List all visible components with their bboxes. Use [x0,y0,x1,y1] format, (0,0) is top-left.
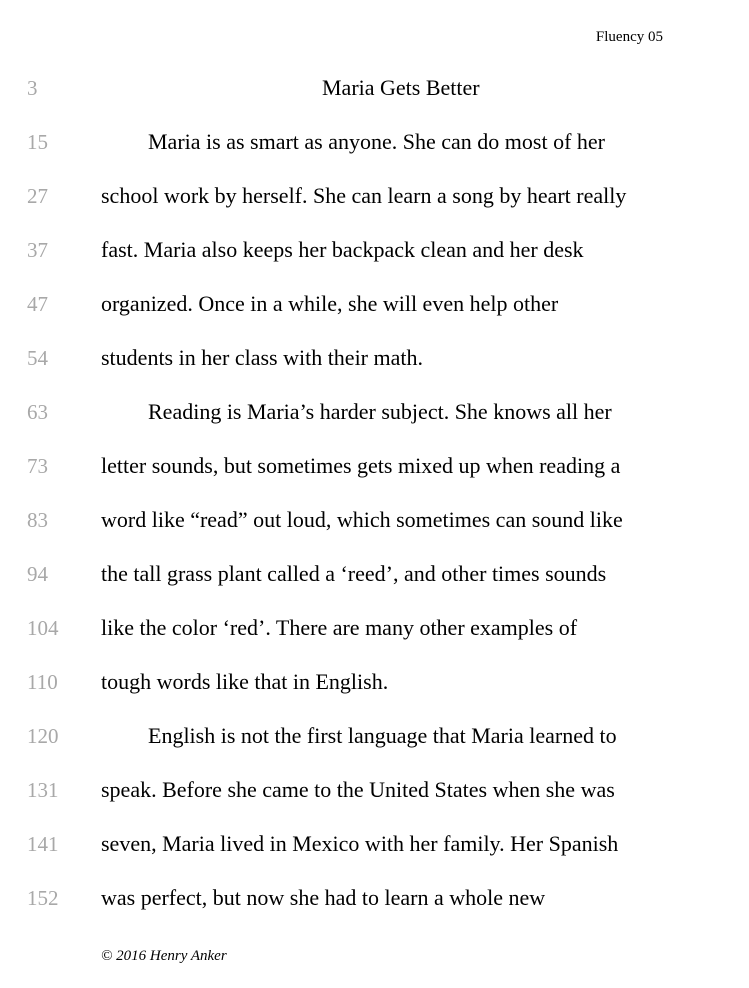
line-number: 120 [27,724,59,748]
text-line [0,560,749,614]
document-title: Maria Gets Better [322,75,480,100]
line-number: 54 [27,346,48,370]
line-number: 63 [27,400,48,424]
line-number: 27 [27,184,48,208]
line-text: tough words like that in English. [101,669,389,694]
text-line [0,722,749,776]
line-text: fast. Maria also keeps her backpack clean and her desk [101,237,584,262]
text-line [0,236,749,290]
text-line [0,830,749,884]
text-line [0,884,749,938]
line-text: Maria is as smart as anyone. She can do most of her [148,129,605,154]
line-text: the tall grass plant called a ‘reed’, and other times sounds [101,561,607,586]
line-text: word like “read” out loud, which sometimes can sound like [101,507,623,532]
line-number: 15 [27,130,48,154]
line-text: like the color ‘red’. There are many other examples of [101,615,578,640]
line-number: 152 [27,886,59,910]
line-text: seven, Maria lived in Mexico with her family. Her Spanish [101,831,619,856]
line-text: students in her class with their math. [101,345,423,370]
text-line [0,506,749,560]
text-line [0,776,749,830]
text-line [0,398,749,452]
text-line [0,344,749,398]
line-text: school work by herself. She can learn a song by heart really [101,183,627,208]
line-number: 3 [27,76,38,100]
text-line [0,128,749,182]
line-number: 110 [27,670,58,694]
title-line [0,74,749,128]
line-text: organized. Once in a while, she will even help other [101,291,559,316]
line-number: 83 [27,508,48,532]
text-line [0,290,749,344]
line-number: 141 [27,832,59,856]
line-text: Reading is Maria’s harder subject. She knows all her [148,399,612,424]
line-text: English is not the first language that Maria learned to [148,723,617,748]
line-number: 37 [27,238,48,262]
copyright-footer: © 2016 Henry Anker [101,948,227,964]
page-header-label: Fluency 05 [595,29,663,45]
text-line [0,668,749,722]
line-text: was perfect, but now she had to learn a whole new [101,885,546,910]
line-number: 94 [27,562,48,586]
text-line [0,452,749,506]
line-number: 131 [27,778,59,802]
line-text: speak. Before she came to the United States when she was [101,777,615,802]
text-line [0,182,749,236]
line-number: 73 [27,454,48,478]
line-number: 104 [27,616,59,640]
text-line [0,614,749,668]
line-text: letter sounds, but sometimes gets mixed up when reading a [101,453,621,478]
line-number: 47 [27,292,48,316]
